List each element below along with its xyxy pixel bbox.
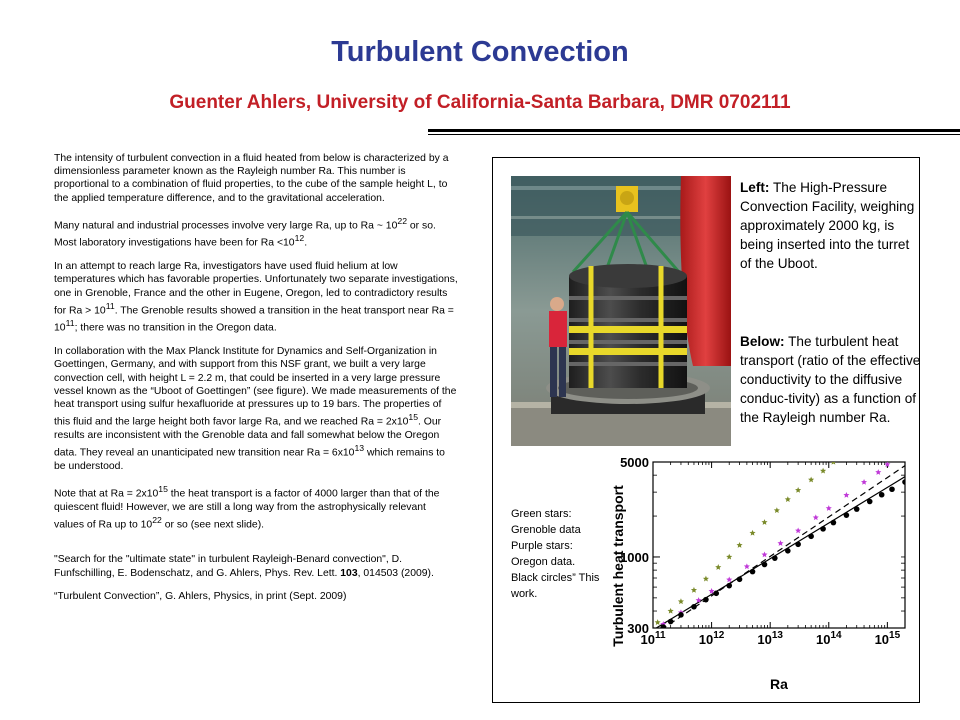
- this_work-point: [661, 624, 667, 630]
- x-tick-exponent: 12: [713, 630, 725, 641]
- x-tick-label: $10^{13}$: [757, 630, 783, 647]
- text: or so (see next slide).: [161, 519, 265, 531]
- text: In collaboration with the Max Planck Institute for Dynamics and Self-Organization in Goettingen, Germany, and with support from this NSF grant, we built a very large convection cell, with height L = 2.2 m, that could be inserted in a very large pressure vessel known as the “Uboot of Goettingen” (see figure). We made measurements of the heat transport using sulfur hexafluoride at pressures up to 19 bars. The properties of this fluid and the large height both favor large Ra, and we reached Ra = 2x10: [54, 346, 457, 428]
- exponent: 22: [397, 215, 408, 226]
- this_work-point: [867, 499, 873, 505]
- this_work-point: [879, 492, 885, 498]
- this_work-point: [854, 506, 860, 512]
- text: .: [304, 237, 308, 249]
- paragraph-large-ra: [54, 215, 458, 250]
- exponent: 15: [158, 483, 168, 494]
- text: or so. Most laboratory investigations have been for Ra <10: [54, 220, 436, 249]
- y-tick-label: 5000: [620, 455, 649, 470]
- this_work-point: [902, 479, 908, 485]
- exponent: 13: [354, 443, 365, 453]
- title-rule-thick: [428, 129, 960, 132]
- chart-caption: [740, 332, 922, 427]
- this_work-point: [785, 548, 791, 554]
- text: the heat transport is a factor of 4000 larger than that of the quiescent fluid! However, we are still a long way from the astrophysically relevant values of Ra up to 10: [54, 488, 440, 531]
- x-tick-exponent: 13: [771, 630, 783, 641]
- x-tick-exponent: 11: [654, 630, 666, 641]
- this_work-point: [820, 526, 826, 532]
- reference-1: [54, 553, 458, 579]
- this_work-point: [762, 562, 768, 568]
- x-tick-label: $10^{15}$: [874, 630, 901, 647]
- this_work-point: [668, 619, 674, 625]
- caption-label: Left:: [740, 180, 770, 195]
- body-text: [54, 152, 458, 613]
- x-tick-exponent: 15: [889, 630, 901, 641]
- x-tick-label: $10^{11}$: [640, 630, 666, 647]
- text: "Search for the "ultimate state" in turbulent Rayleigh-Benard convection", D. Funfschilling, E. Bodenschatz, and G. Ahlers, Phys. Rev. Lett.: [54, 554, 403, 579]
- paragraph-helium: [54, 260, 458, 335]
- caption-text: The turbulent heat transport (ratio of the effective conductivity to the diffusive conduc-tivity) as a function of the Rayleigh number Ra.: [740, 334, 921, 425]
- x-axis-label: Ra: [770, 676, 788, 692]
- exponent: 22: [152, 514, 162, 525]
- this_work-point: [703, 597, 709, 603]
- this_work-point: [678, 612, 684, 618]
- x-tick-label: $10^{14}$: [815, 630, 842, 647]
- heat-transport-chart: [605, 454, 915, 694]
- reference-2: “Turbulent Convection”, G. Ahlers, Physics, in print (Sept. 2009): [54, 590, 347, 602]
- exponent: 12: [294, 233, 305, 244]
- paragraph-collaboration: [54, 345, 458, 473]
- exponent: 15: [408, 412, 419, 423]
- paragraph-rayleigh-definition: The intensity of turbulent convection in a fluid heated from below is characterized by a dimensionless parameter known as the Rayleigh number Ra. This number is proportional to a combination of fluid properties, to the cube of the sample height L, to the applied temperature difference, and to the gravitational acceleration.: [54, 153, 449, 204]
- caption-text: The High-Pressure Convection Facility, weighing approximately 2000 kg, is being inserted into the turret of the Uboot.: [740, 180, 915, 271]
- this_work-point: [889, 486, 895, 492]
- text: . Our results are inconsistent with the Grenoble data and fall somewhat below the Oregon data. They reveal an unanticipated new transition near Ra = 6x10: [54, 416, 442, 459]
- title-rule-thin: [428, 134, 960, 135]
- convection-facility-photo: [511, 176, 731, 446]
- text: , 014503 (2009).: [357, 567, 434, 579]
- text: which remains to be understood.: [54, 447, 445, 472]
- x-tick-exponent: 14: [830, 630, 842, 641]
- slide-subtitle: Guenter Ahlers, University of California-Santa Barbara, DMR 0702111: [169, 92, 791, 113]
- this_work-point: [737, 576, 743, 582]
- slide-title: Turbulent Convection: [331, 36, 629, 68]
- this_work-point: [831, 520, 837, 526]
- text: Many natural and industrial processes involve very large Ra, up to Ra ~ 10: [54, 220, 398, 232]
- chart-legend-note: Green stars: Grenoble data Purple stars: Oregon data. Black circles” This work.: [511, 508, 600, 600]
- text: In an attempt to reach large Ra, investigators have used fluid helium at low temperatures which has favorable properties. Unfortunately two separate investigations, one in Grenoble, France and the other in Eugene, Oregon, led to contradictory results for Ra > 10: [54, 261, 458, 317]
- text: . The Grenoble results showed a transition in the heat transport near Ra = 10: [54, 305, 454, 334]
- y-axis-label: Turbulent heat transport: [610, 485, 626, 647]
- y-tick-label: 1000: [620, 549, 649, 565]
- this_work-point: [750, 569, 756, 575]
- photo-caption: [740, 178, 922, 273]
- this_work-point: [726, 583, 732, 589]
- text: Note that at Ra = 2x10: [54, 488, 159, 500]
- this_work-point: [691, 604, 697, 610]
- figure-panel: [492, 157, 920, 703]
- this_work-point: [713, 591, 719, 597]
- caption-label: Below:: [740, 334, 785, 349]
- exponent: 11: [105, 300, 115, 311]
- this_work-point: [772, 555, 778, 561]
- text: ; there was no transition in the Oregon data.: [74, 322, 277, 334]
- this_work-point: [808, 533, 814, 539]
- this_work-point: [844, 512, 850, 518]
- this_work-point: [795, 541, 801, 547]
- exponent: 11: [65, 318, 75, 329]
- volume: 103: [340, 567, 358, 579]
- x-tick-label: $10^{12}$: [698, 630, 725, 647]
- y-tick-label: 300: [627, 621, 649, 636]
- paragraph-note: [54, 483, 458, 532]
